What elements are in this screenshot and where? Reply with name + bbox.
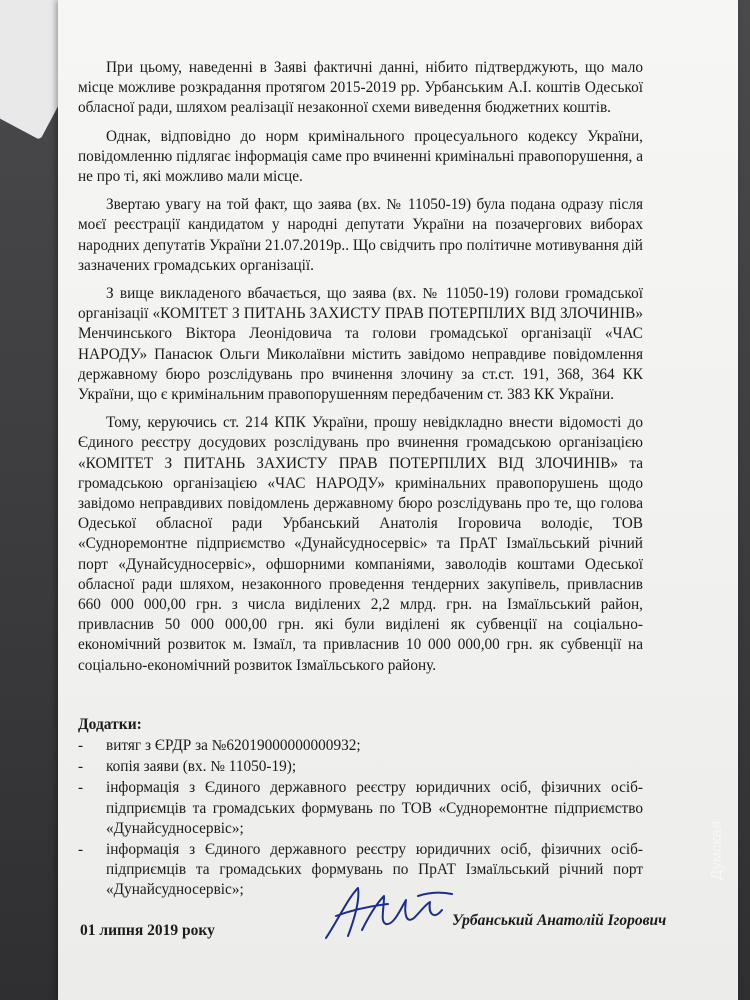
attachments-title: Додатки:: [78, 716, 142, 733]
signature-date: 01 липня 2019 року: [80, 922, 215, 939]
paragraph-2: Однак, відповідно до норм кримінального процесуального кодексу України, повідомленню підлягає інформація саме про вчиненні кримінальні правопорушення, а не про ті, які можливо мали місце.: [78, 127, 643, 186]
attachment-item: - інформація з Єдиного державного реєстру юридичних осіб, фізичних осіб-підприємців та громадських формувань по ПрАТ Ізмаїльський річний порт «Дунайсудносервіс»;: [78, 840, 643, 901]
paragraph-5: Тому, керуючись ст. 214 КПК України, прошу невідкладно внести відомості до Єдиного реєстру досудових розслідувань про вчинення громадською організацією «КОМІТЕТ З ПИТАНЬ ЗАХИСТУ ПРАВ ПОТЕРПІЛИХ ВІД ЗЛОЧИНІВ» та громадською організацією «ЧАС НАРОДУ» кримінальних правопорушень щодо завідомо неправдивих повідомлень державному бюро розслідувань про те, що голова Одеської обласної ради Урбанський Анатолія Ігоровича володіє, ТОВ «Судноремонтне підприємство «Дунайсудносервіс» та ПрАТ Ізмаїльський річний порт «Дунайсудносервіс», офшорними компаніями, заволодів коштами Одеської обласної ради шляхом, незаконного проведення тендерних закупівель, привласнив 660 000 000,00 грн. з числа виділених 2,2 млрд. грн. на Ізмаїльський район, привласнив 50 000 000,00 грн. які були виділені як субвенції на соціально-економічний розвиток м. Ізмаїл, та привласнив 10 000 000,00 грн. як субвенції на соціально-економічний розвиток Ізмаїльського району.: [78, 414, 643, 674]
attachment-item: - витяг з ЄРДР за №62019000000000932;: [78, 736, 643, 756]
signatory-name: Урбанський Анатолій Ігорович: [452, 912, 667, 929]
watermark: Думская: [708, 821, 725, 880]
document-body: [78, 58, 643, 676]
paragraph-1: При цьому, наведенні в Заяві фактичні данні, нібито підтверджують, що мало місце можливе розкрадання протягом 2015-2019 рр. Урбанським А.І. коштів Одеської обласної ради, шляхом реалізації незаконної схеми виведення бюджетних коштів.: [78, 59, 643, 117]
attachments-list: [78, 736, 643, 902]
signature-image: [318, 880, 458, 948]
attachment-item: - копія заяви (вх. № 11050-19);: [78, 757, 643, 777]
paragraph-3: Звертаю увагу на той факт, що заява (вх. № 11050-19) була подана одразу після моєї реєстрації кандидатом у народні депутати України на позачергових виборах народних депутатів України 21.07.2019р.. Що свідчить про політичне мотивування дій зазначених громадських організації.: [78, 196, 643, 274]
paragraph-4: З вище викладеного вбачається, що заява (вх. № 11050-19) голови громадської організації «КОМІТЕТ З ПИТАНЬ ЗАХИСТУ ПРАВ ПОТЕРПІЛИХ ВІД ЗЛОЧИНІВ» Менчинського Віктора Леонідовича та голови громадської організації «ЧАС НАРОДУ» Панасюк Ольги Миколаївни містить завідомо неправдиве повідомлення державному бюро розслідувань про вчинення злочину за ст.ст. 191, 368, 364 КК України, що є кримінальним правопорушенням передбаченим ст. 383 КК України.: [78, 285, 643, 404]
attachment-item: - інформація з Єдиного державного реєстру юридичних осіб, фізичних осіб-підприємців та громадських формувань по ТОВ «Судноремонтне підприємство «Дунайсудносервіс»;: [78, 778, 643, 839]
